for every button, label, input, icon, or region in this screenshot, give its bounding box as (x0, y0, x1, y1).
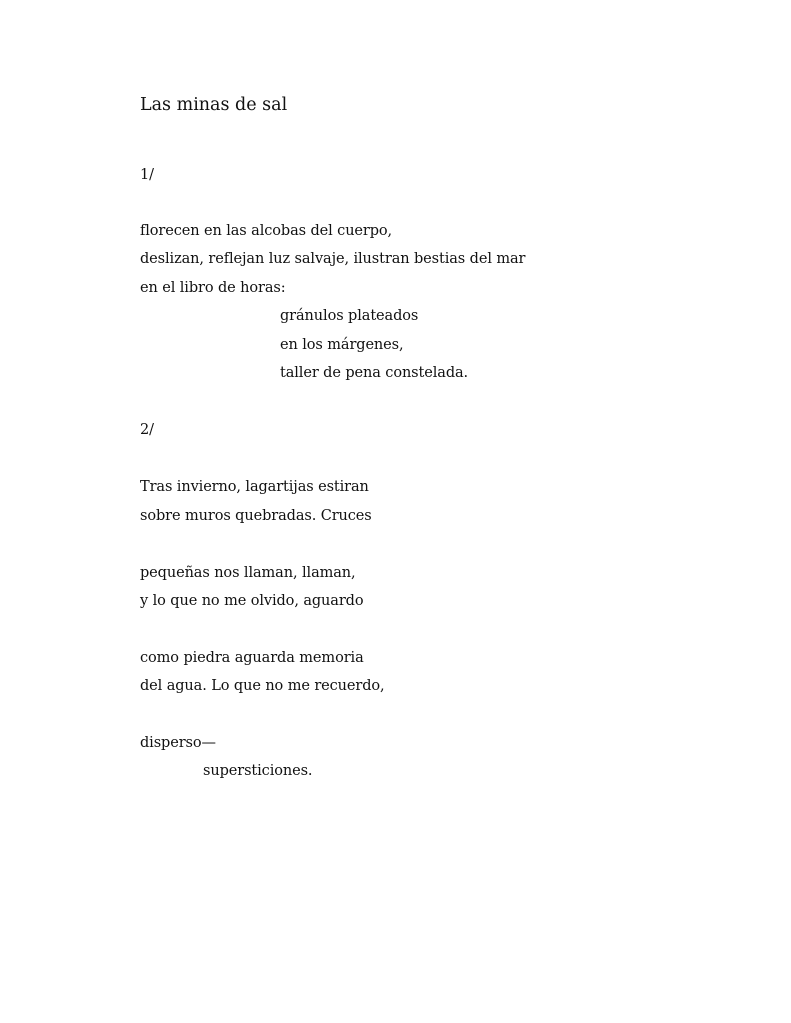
poem-line: Tras invierno, lagartijas estiran (140, 479, 369, 495)
poem-line: deslizan, reflejan luz salvaje, ilustran bestias del mar (140, 251, 526, 267)
section-number-1: 1/ (140, 167, 154, 183)
poem-line: y lo que no me olvido, aguardo (140, 593, 364, 609)
poem-line: florecen en las alcobas del cuerpo, (140, 223, 393, 239)
poem-line: disperso— (140, 735, 216, 751)
poem-line: del agua. Lo que no me recuerdo, (140, 678, 385, 694)
poem-line-indented: gránulos plateados (280, 308, 419, 324)
poem-line-indented: en los márgenes, (280, 337, 404, 353)
poem-line: como piedra aguarda memoria (140, 650, 364, 666)
poem-title: Las minas de sal (140, 95, 288, 115)
poem-line: pequeñas nos llaman, llaman, (140, 565, 356, 581)
section-number-2: 2/ (140, 422, 154, 438)
poem-line-indented: supersticiones. (203, 763, 313, 779)
poem-line: sobre muros quebradas. Cruces (140, 508, 372, 524)
poem-line-indented: taller de pena constelada. (280, 365, 469, 381)
poem-line: en el libro de horas: (140, 280, 286, 296)
